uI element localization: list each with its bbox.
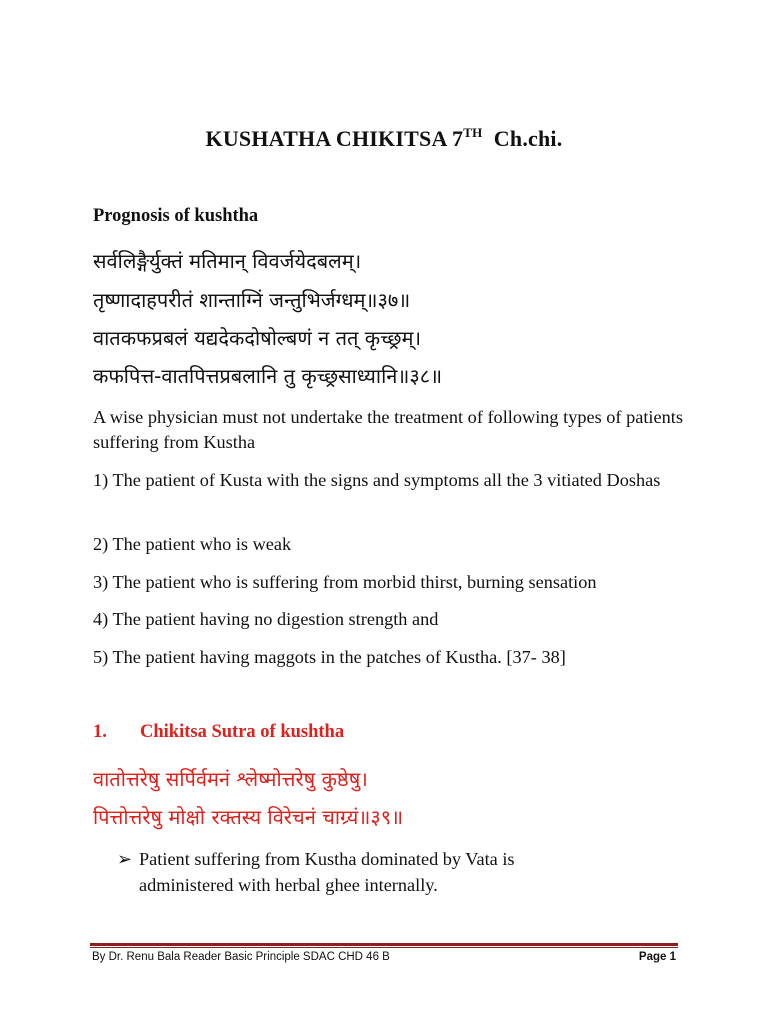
footer-author: By Dr. Renu Bala Reader Basic Principle SDAC CHD 46 B [92,951,390,963]
verse-line: तृष्णादाहपरीतं शान्ताग्निं जन्तुभिर्जग्धम्॥३७॥ [93,288,411,312]
title-text: KUSHATHA CHIKITSA 7 [205,126,464,151]
list-item: 2) The patient who is weak [93,534,292,554]
section-title: Chikitsa Sutra of kushtha [140,722,345,742]
bullet-arrow-icon: ➢ [117,849,133,869]
list-item: 1) The patient of Kusta with the signs and symptoms all the 3 vitiated Doshas [93,470,661,490]
footer-rule [90,943,678,946]
list-item: 3) The patient who is suffering from morbid thirst, burning sensation [93,572,597,592]
list-item: 4) The patient having no digestion strength and [93,609,439,629]
verse-line: वातकफप्रबलं यद्यदेकदोषोल्बणं न तत् कृच्छ्रम्। [93,326,422,350]
title-chapter: Ch.chi. [482,126,563,151]
bullet-text: Patient suffering from Kustha dominated by Vata is administered with herbal ghee internally. [139,849,515,895]
page-title [0,126,768,152]
intro-paragraph: A wise physician must not undertake the treatment of following types of patients suffering from Kustha [93,407,683,452]
prognosis-heading: Prognosis of kushtha [93,206,259,226]
footer-rule-thin [90,947,678,948]
list-item: 5) The patient having maggots in the patches of Kustha. [37- 38] [93,647,566,667]
page-number: Page 1 [638,951,676,963]
title-superscript: TH [463,125,483,140]
verse-line: सर्वलिङ्गैर्युक्तं मतिमान् विवर्जयेदबलम्। [93,249,362,273]
verse-line: वातोत्तरेषु सर्पिर्वमनं श्लेष्मोत्तरेषु कुष्ठेषु। [93,767,368,791]
verse-line: पित्तोत्तरेषु मोक्षो रक्तस्य विरेचनं चाग्र्यं॥३९॥ [93,805,404,829]
verse-line: कफपित्त-वातपित्तप्रबलानि तु कृच्छ्रसाध्यानि॥३८॥ [93,364,443,388]
section-number: 1. [93,722,107,742]
